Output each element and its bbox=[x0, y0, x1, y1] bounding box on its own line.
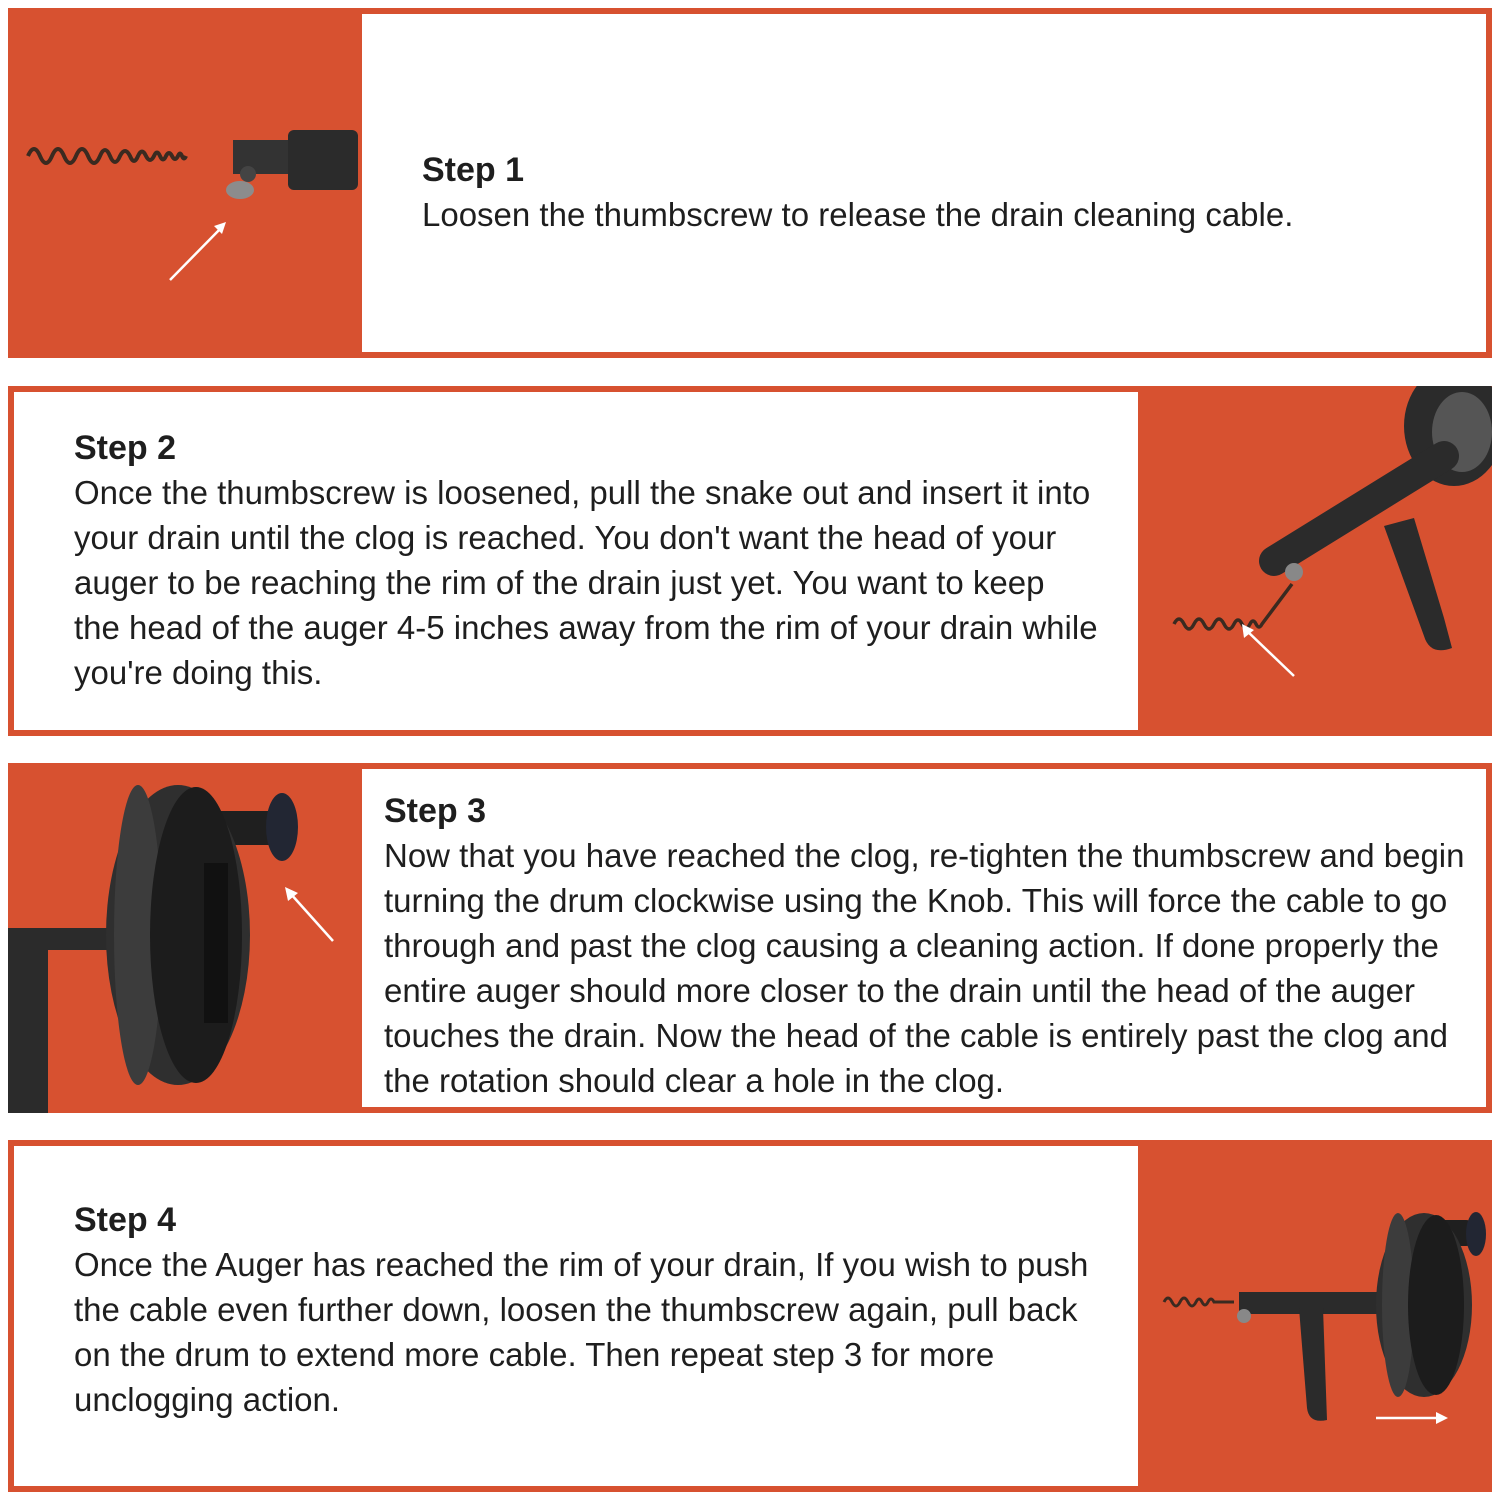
step-text: Now that you have reached the clog, re-tighten the thumbscrew and begin turning the drum clockwise using the Knob. This will force the cable to go through and past the clog causing a cleaning action. If done properly the entire auger should more closer to the drain until the head of the auger touches the drain. Now the head of the cable is entirely past the clog and the rotation should clear a hole in the clog. bbox=[384, 837, 1465, 1099]
step-title: Step 3 bbox=[384, 792, 487, 830]
step-title: Step 1 bbox=[422, 151, 525, 189]
step-4-panel bbox=[8, 1140, 1492, 1492]
drum-knob-photo bbox=[8, 763, 360, 1113]
arrow-icon bbox=[1246, 630, 1294, 676]
step-1-card bbox=[362, 14, 1486, 352]
step-1-panel bbox=[8, 8, 1492, 358]
step-2-panel bbox=[8, 386, 1492, 736]
step-4-card bbox=[14, 1146, 1138, 1486]
step-text: Once the Auger has reached the rim of your drain, If you wish to push the cable even further down, loosen the thumbscrew again, pull back on the drum to extend more cable. Then repeat step 3 for more unclogging action. bbox=[74, 1246, 1089, 1418]
arrow-icon bbox=[290, 893, 333, 941]
step-title: Step 2 bbox=[74, 429, 177, 467]
step-3-panel bbox=[8, 763, 1492, 1113]
step-3-card bbox=[362, 769, 1486, 1107]
drum-auger-photo bbox=[1144, 1140, 1492, 1492]
step-2-card bbox=[14, 392, 1138, 730]
auger-handle-photo bbox=[1144, 386, 1492, 736]
step-text: Once the thumbscrew is loosened, pull the snake out and insert it into your drain until the clog is reached. You don't want the head of your auger to be reaching the rim of the drain just yet. You want to keep the head of the auger 4-5 inches away from the rim of your drain while you're doing this. bbox=[74, 474, 1098, 691]
auger-head-photo bbox=[18, 118, 368, 298]
arrow-icon bbox=[170, 226, 223, 280]
step-title: Step 4 bbox=[74, 1201, 177, 1239]
step-text: Loosen the thumbscrew to release the drain cleaning cable. bbox=[422, 196, 1294, 233]
